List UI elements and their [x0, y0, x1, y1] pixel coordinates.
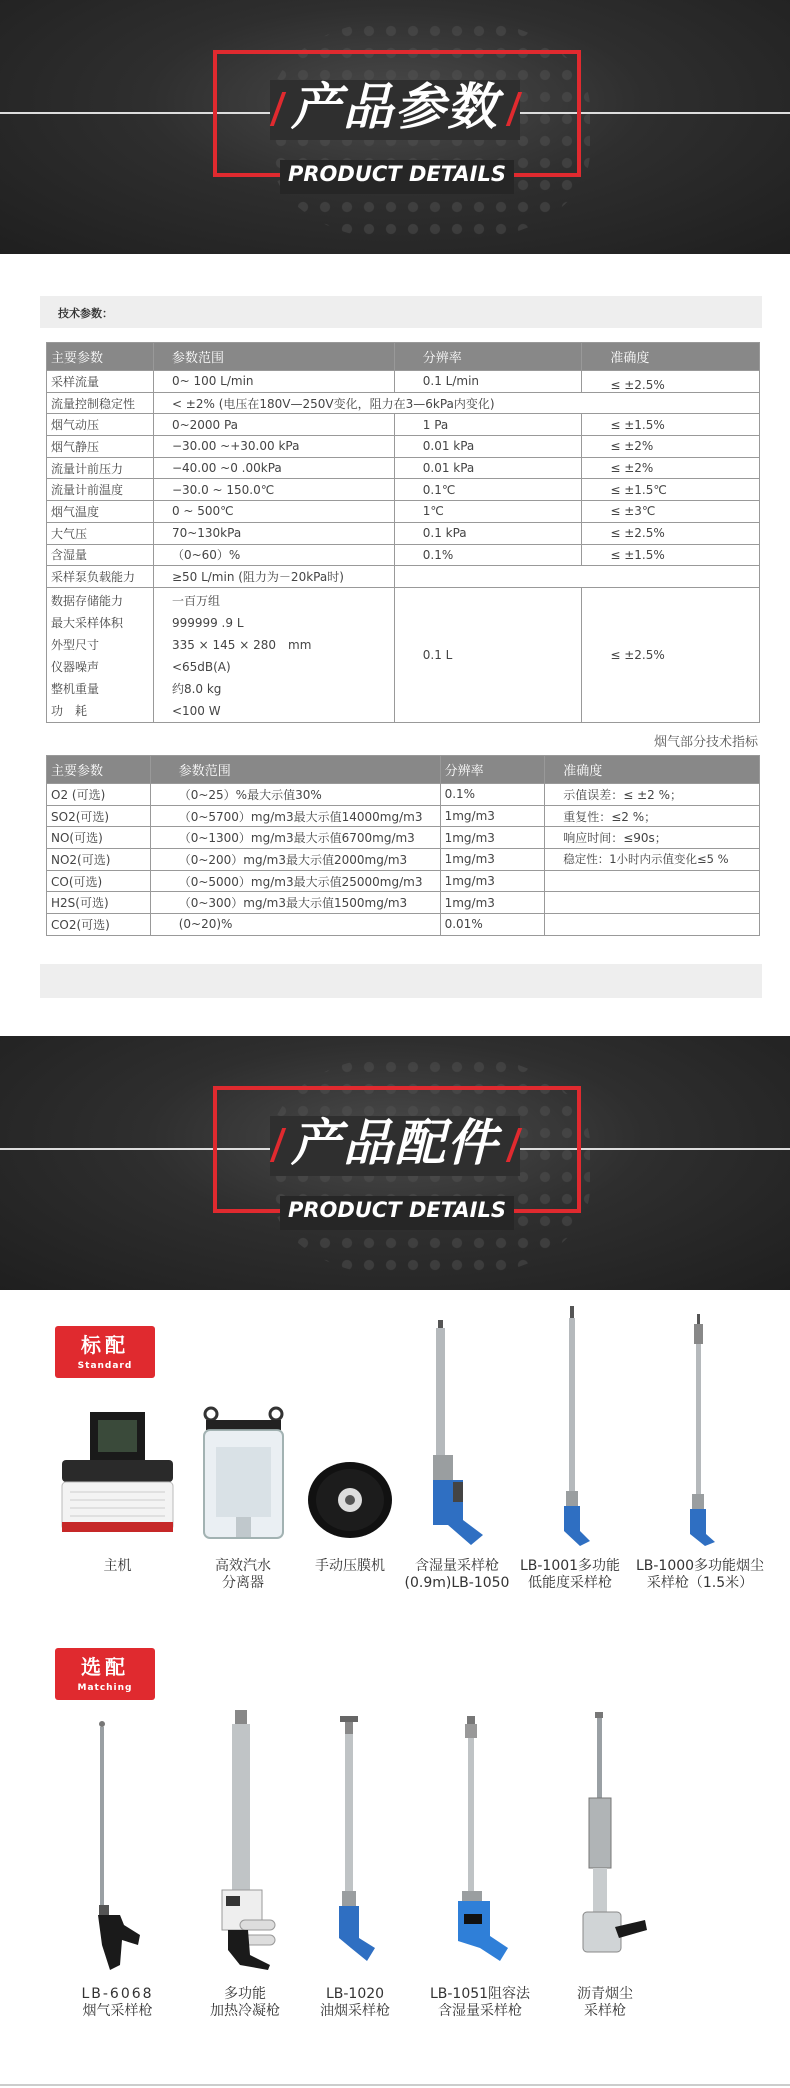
cell-range: （0~1300）mg/m3最大示值6700mg/m3 [150, 827, 440, 849]
bottom-divider [0, 2084, 790, 2086]
cell-resolution: 1mg/m3 [440, 849, 545, 871]
cell-resolution: 0.01% [440, 914, 545, 936]
header-accuracy: 准确度 [545, 756, 760, 784]
matching-tag [55, 1648, 155, 1700]
lb1051-gun-image [450, 1716, 515, 1961]
table-row [47, 371, 760, 393]
cell-accuracy [545, 914, 760, 936]
lb1000-gun-image [675, 1314, 725, 1546]
product-lb1000 [630, 1314, 770, 1596]
cell-accuracy: 重复性：≤2 %； [545, 805, 760, 827]
cell-resolution: 1mg/m3 [440, 827, 545, 849]
product-main-unit [50, 1400, 185, 1590]
cell-resolution: 0.1% [440, 784, 545, 806]
cell-param: 含湿量 [47, 544, 154, 566]
heating-gun-image [210, 1710, 285, 1970]
cell-accuracy: 响应时间：≤90s； [545, 827, 760, 849]
item-label-2: 含湿量采样枪 [438, 2003, 522, 2019]
cell-range: −40.00 ~0 .00kPa [153, 457, 394, 479]
cell-accuracy: ≤ ±1.5% [582, 414, 760, 436]
banner-title-en: PRODUCT DETAILS [288, 1198, 506, 1222]
product-lb1051 [420, 1716, 540, 2020]
table-row [47, 870, 760, 892]
cell-resolution [394, 566, 759, 588]
table-row-group [47, 587, 760, 722]
table-row [47, 544, 760, 566]
table-row [47, 892, 760, 914]
range-power: <100 W [171, 703, 221, 718]
item-label-2: 烟气采样枪 [82, 2003, 153, 2019]
item-label: 高效汽水 [215, 1558, 271, 1574]
param-power: 功 耗 [51, 703, 88, 718]
table-row [47, 849, 760, 871]
cell-resolution: 0.1℃ [394, 479, 582, 501]
item-label: LB-1020 [325, 1986, 385, 2002]
cell-range: 0~2000 Pa [153, 414, 394, 436]
cell-param: 流量控制稳定性 [47, 392, 154, 414]
cell-param: 烟气温度 [47, 501, 154, 523]
standard-tag-en: Standard [77, 1361, 133, 1371]
item-label: 主机 [103, 1558, 132, 1574]
banner-title-cn: 产品配件 [291, 1114, 499, 1172]
banner-title-cn: 产品参数 [291, 78, 499, 136]
cell-param: SO2(可选) [47, 805, 151, 827]
spec-table [46, 342, 760, 723]
asphalt-gun-image [575, 1712, 650, 1967]
item-label-2: 加热冷凝枪 [210, 2003, 280, 2019]
item-label-2: 采样枪（1.5米） [646, 1575, 754, 1591]
cell-resolution: 1mg/m3 [440, 805, 545, 827]
cell-resolution: 0.1% [394, 544, 582, 566]
cell-resolution: 0.1 L/min [394, 371, 582, 393]
banner-product-accessories [0, 1036, 790, 1290]
product-lb1020 [305, 1716, 405, 2020]
item-label-2: 低能度采样枪 [528, 1575, 612, 1591]
table-row [47, 784, 760, 806]
table-row [47, 479, 760, 501]
cell-resolution: 1mg/m3 [440, 870, 545, 892]
membrane-press-image [305, 1460, 395, 1540]
cell-range: （0~200）mg/m3最大示值2000mg/m3 [150, 849, 440, 871]
range-size: 335 × 145 × 280 mm [171, 637, 312, 652]
product-lb6068 [55, 1720, 180, 2020]
item-label: 沥青烟尘 [577, 1986, 633, 2002]
cell-range: < ±2% (电压在180V—250V变化，阻力在3—6kPa内变化) [153, 392, 759, 414]
lb6068-gun-image [90, 1720, 150, 1980]
item-label-2: (0.9m)LB-1050 [404, 1575, 510, 1591]
cell-param: 大气压 [47, 522, 154, 544]
lb1001-gun-image [550, 1306, 600, 1546]
cell-range: (0~20)% [150, 914, 440, 936]
cell-accuracy: ≤ ±2% [582, 457, 760, 479]
param-weight: 整机重量 [51, 681, 100, 696]
cell-param: 流量计前压力 [47, 457, 154, 479]
table-row [47, 501, 760, 523]
range-noise: <65dB(A) [171, 659, 231, 674]
item-label-2: 分离器 [222, 1575, 264, 1591]
cell-resolution: 1℃ [394, 501, 582, 523]
header-range: 参数范围 [150, 756, 440, 784]
table-row [47, 436, 760, 458]
product-asphalt-gun [555, 1712, 655, 2020]
cell-accuracy: ≤ ±2.5% [582, 522, 760, 544]
item-label: LB-1001多功能 [519, 1558, 621, 1574]
cell-param: 采样泵负载能力 [47, 566, 154, 588]
table-header-row [47, 756, 760, 784]
separator-image [196, 1402, 291, 1542]
banner-product-params [0, 0, 790, 254]
item-label-2: 采样枪 [584, 2003, 626, 2019]
header-param: 主要参数 [47, 343, 154, 371]
product-lb1001 [515, 1306, 625, 1596]
param-storage: 数据存储能力 [51, 593, 124, 608]
range-max-volume: 999999 .9 L [171, 615, 244, 630]
tech-params-label: 技术参数： [58, 307, 113, 320]
cell-param: NO2(可选) [47, 849, 151, 871]
header-resolution: 分辨率 [440, 756, 545, 784]
cell-accuracy: ≤ ±3℃ [582, 501, 760, 523]
cell-resolution: 0.01 kPa [394, 436, 582, 458]
banner-title-en: PRODUCT DETAILS [288, 162, 506, 186]
range-storage: 一百万组 [171, 593, 220, 608]
cell-resolution: 0.01 kPa [394, 457, 582, 479]
main-unit-image [60, 1412, 175, 1542]
table-row [47, 827, 760, 849]
header-accuracy: 准确度 [582, 343, 760, 371]
cell-range: （0~5000）mg/m3最大示值25000mg/m3 [150, 870, 440, 892]
tech-params-header [40, 296, 762, 328]
cell-accuracy: ≤ ±1.5℃ [582, 479, 760, 501]
flue-table [46, 755, 760, 936]
param-max-volume: 最大采样体积 [51, 615, 124, 630]
cell-param: 烟气静压 [47, 436, 154, 458]
cell-resolution: 1mg/m3 [440, 892, 545, 914]
item-label: LB-1000多功能烟尘 [635, 1558, 765, 1574]
cell-range: （0~25）%最大示值30% [150, 784, 440, 806]
cell-param: CO(可选) [47, 870, 151, 892]
cell-range: 0~ 100 L/min [153, 371, 394, 393]
table-header-row [47, 343, 760, 371]
cell-param: O2 (可选) [47, 784, 151, 806]
cell-accuracy-group: ≤ ±2.5% [582, 587, 760, 722]
param-size: 外型尺寸 [51, 637, 100, 652]
cell-resolution-group: 0.1 L [394, 587, 582, 722]
item-label-2: 油烟采样枪 [320, 2003, 390, 2019]
table-row [47, 392, 760, 414]
cell-accuracy: ≤ ±2.5% [582, 371, 760, 393]
matching-tag-cn: 选配 [81, 1655, 129, 1679]
cell-accuracy: 示值误差：≤ ±2 %； [545, 784, 760, 806]
item-label: 含湿量采样枪 [415, 1558, 499, 1574]
cell-param: 烟气动压 [47, 414, 154, 436]
moisture-gun-image [423, 1320, 493, 1545]
lb1020-gun-image [325, 1716, 385, 1961]
item-label: 多功能 [224, 1986, 266, 2002]
flue-table-title: 烟气部分技术指标 [653, 735, 758, 750]
cell-range: 0 ~ 500℃ [153, 501, 394, 523]
item-label: 手动压膜机 [315, 1558, 385, 1574]
product-moisture-gun [403, 1312, 511, 1597]
cell-accuracy: ≤ ±1.5% [582, 544, 760, 566]
table-row [47, 566, 760, 588]
product-heating-gun [195, 1710, 295, 2020]
param-noise: 仪器噪声 [51, 659, 100, 674]
matching-tag-en: Matching [77, 1683, 133, 1693]
table-row [47, 457, 760, 479]
cell-range: ≥50 L/min (阻力为－20kPa时) [153, 566, 394, 588]
header-param: 主要参数 [47, 756, 151, 784]
cell-range: −30.00 ~+30.00 kPa [153, 436, 394, 458]
cell-accuracy: ≤ ±2% [582, 436, 760, 458]
cell-accuracy: 稳定性：1小时内示值变化≤5 % [545, 849, 760, 871]
cell-range: （0~5700）mg/m3最大示值14000mg/m3 [150, 805, 440, 827]
cell-range: （0~60）% [153, 544, 394, 566]
cell-resolution: 0.1 kPa [394, 522, 582, 544]
spacer-box [40, 964, 762, 998]
table-row [47, 414, 760, 436]
standard-tag-cn: 标配 [81, 1333, 129, 1357]
header-resolution: 分辨率 [394, 343, 582, 371]
cell-range: −30.0 ~ 150.0℃ [153, 479, 394, 501]
cell-range: 70~130kPa [153, 522, 394, 544]
table-row [47, 914, 760, 936]
cell-param: H2S(可选) [47, 892, 151, 914]
cell-param: 采样流量 [47, 371, 154, 393]
product-membrane-press [300, 1400, 400, 1590]
standard-tag [55, 1326, 155, 1378]
table-row [47, 522, 760, 544]
cell-range: （0~300）mg/m3最大示值1500mg/m3 [150, 892, 440, 914]
cell-param: NO(可选) [47, 827, 151, 849]
cell-accuracy [545, 870, 760, 892]
cell-param: CO2(可选) [47, 914, 151, 936]
range-weight: 约8.0 kg [171, 681, 222, 696]
cell-accuracy [545, 892, 760, 914]
header-range: 参数范围 [153, 343, 394, 371]
item-label: LB-1051阻容法 [429, 1986, 531, 2002]
item-label: LB-6068 [81, 1986, 154, 2002]
cell-param-group [47, 587, 154, 722]
cell-resolution: 1 Pa [394, 414, 582, 436]
cell-param: 流量计前温度 [47, 479, 154, 501]
product-separator [188, 1400, 298, 1590]
cell-range-group [153, 587, 394, 722]
table-row [47, 805, 760, 827]
